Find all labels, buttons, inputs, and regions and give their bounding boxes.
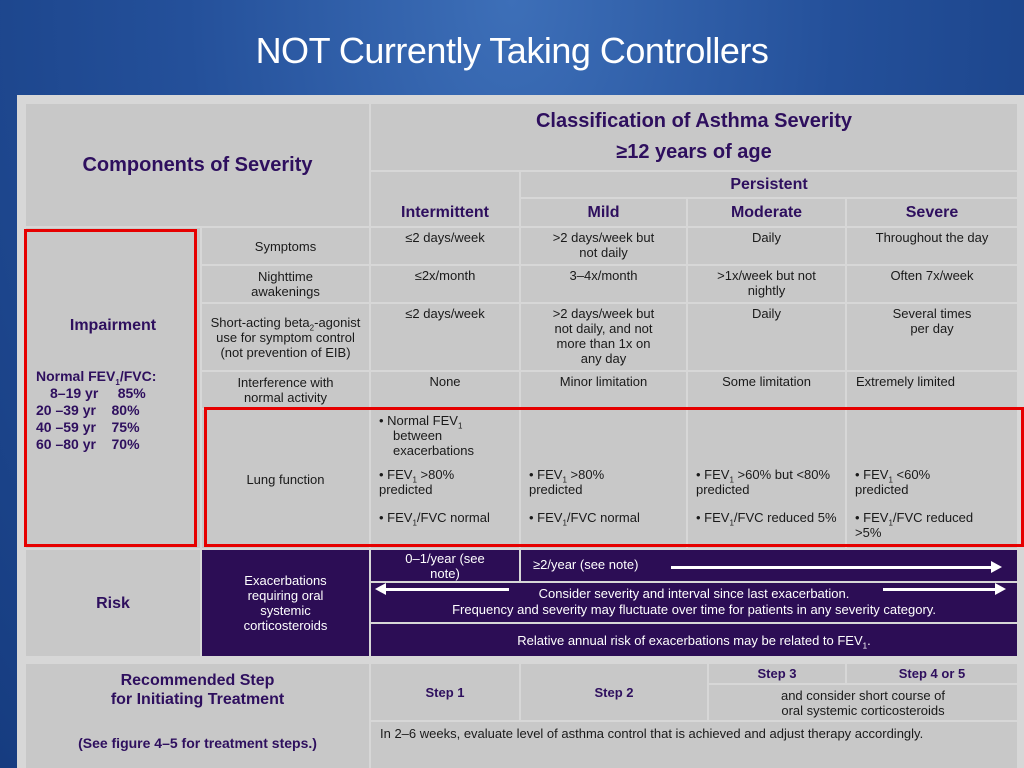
fev-label-suffix: /FVC: (119, 368, 157, 384)
bullet-mark: • (696, 467, 705, 482)
age-row: 20 –39 yr 80% (36, 402, 140, 418)
normal-fev-between: between exacerbations (393, 428, 474, 458)
int-ratio-bullet (379, 510, 519, 528)
sev-fev-bullet (855, 467, 965, 497)
saba-pre: Short-acting beta (210, 314, 310, 330)
severe-header: Severe (847, 199, 1017, 226)
symptoms-intermittent: ≤2 days/week (371, 228, 519, 264)
exacerbations-label: Exacerbations requiring oral systemic corticosteroids (202, 550, 369, 656)
symptoms-mild: >2 days/week but not daily (521, 228, 686, 264)
fev-sub: 1 (888, 475, 893, 485)
persistent-arrow-line (671, 566, 993, 569)
consider-line-2: Frequency and severity may fluctuate over time for patients in any severity category. (452, 602, 936, 617)
lung-moderate (688, 410, 845, 548)
int-fev-bullet (379, 467, 509, 497)
saba-severe: Several times per day (847, 304, 1017, 370)
saba-mild: >2 days/week but not daily, and not more than 1x on any day (521, 304, 686, 370)
fev-text: FEV (537, 467, 563, 482)
lung-mild (521, 410, 686, 548)
bullet-mark: • (379, 510, 388, 525)
fev-sub: 1 (888, 518, 893, 528)
age-range: ≥12 years of age (616, 141, 772, 163)
fev-label-sub: 1 (115, 377, 120, 387)
risk-label: Risk (26, 550, 200, 656)
nighttime-intermittent: ≤2x/month (371, 266, 519, 302)
nighttime-mild: 3–4x/month (521, 266, 686, 302)
fev-text: FEV (704, 510, 730, 525)
saba-label (202, 304, 369, 370)
mild-ratio-bullet (529, 510, 679, 528)
impairment-label: Impairment (69, 317, 157, 334)
fev-text: FEV (704, 467, 730, 482)
normal-fev-ranges (36, 368, 200, 453)
mild-fev-value: >80% predicted (529, 467, 605, 497)
bullet-mark: • (379, 467, 388, 482)
persistent-header: Persistent (521, 172, 1017, 197)
relative-sub: 1 (862, 641, 868, 651)
interference-moderate: Some limitation (688, 372, 845, 408)
interference-intermittent: None (371, 372, 519, 408)
fev-text: FEV (537, 510, 563, 525)
moderate-header: Moderate (688, 199, 845, 226)
classification-header (371, 104, 1017, 170)
sev-ratio-value: /FVC reduced >5% (855, 510, 974, 540)
mild-ratio-value: /FVC normal (566, 510, 640, 525)
int-ratio-value: /FVC normal (416, 510, 490, 525)
lung-severe (847, 410, 1017, 548)
mod-fev-bullet (696, 467, 831, 497)
risk-relative (371, 624, 1017, 656)
relative-post: . (867, 632, 871, 648)
mod-ratio-bullet (696, 510, 841, 528)
consider-arrow-left-line (385, 588, 509, 591)
impairment-cell (26, 228, 200, 548)
step-2: Step 2 (521, 664, 707, 720)
normal-fev-label (36, 368, 200, 385)
saba-label-text (206, 315, 365, 360)
risk-persistent-text: ≥2/year (see note) (533, 557, 639, 572)
nighttime-label: Nighttime awakenings (202, 266, 369, 302)
consider-arrow-right-icon (995, 583, 1006, 595)
evaluate-control: In 2–6 weeks, evaluate level of asthma control that is achieved and adjust therapy accordingly. (371, 722, 1017, 768)
fev-text: FEV (387, 510, 413, 525)
normal-fev-sub: 1 (457, 421, 463, 431)
treatment-label (26, 671, 369, 709)
risk-persistent (521, 550, 1017, 581)
sev-fev-value: <60% predicted (855, 467, 931, 497)
lung-function-label: Lung function (202, 410, 369, 548)
age-row: 8–19 yr 85% (50, 385, 146, 401)
classification-title: Classification of Asthma Severity (535, 110, 853, 132)
fev-text: FEV (863, 467, 889, 482)
treatment-label-line-1: Recommended Step (120, 672, 275, 689)
fev-sub: 1 (562, 518, 567, 528)
severity-table (17, 95, 1024, 768)
fev-label-text: Normal FEV (36, 368, 116, 384)
relative-pre: Relative annual risk of exacerbations may be related to FEV (517, 632, 863, 648)
see-figure-note: (See figure 4–5 for treatment steps.) (78, 735, 317, 751)
risk-consider (371, 583, 1017, 622)
fev-sub: 1 (729, 518, 734, 528)
nighttime-severe: Often 7x/week (847, 266, 1017, 302)
fev-sub: 1 (412, 475, 417, 485)
treatment-label-line-2: for Initiating Treatment (110, 691, 285, 708)
consider-line-1: Consider severity and interval since last exacerbation. (538, 586, 850, 601)
step-1: Step 1 (371, 664, 519, 720)
persistent-arrow-head-icon (991, 561, 1002, 573)
consider-arrow-right-line (883, 588, 997, 591)
int-fev-value: >80% predicted (379, 467, 455, 497)
mild-header: Mild (521, 199, 686, 226)
normal-fev-text: • Normal FEV (379, 413, 458, 428)
treatment-label-cell (26, 664, 369, 768)
nighttime-moderate: >1x/week but not nightly (688, 266, 845, 302)
components-header: Components of Severity (26, 104, 369, 226)
saba-post: -agonist use for symptom control (not prevention of EIB) (216, 314, 361, 360)
interference-mild: Minor limitation (521, 372, 686, 408)
fev-text: FEV (863, 510, 889, 525)
fev-sub: 1 (562, 475, 567, 485)
age-row: 40 –59 yr 75% (36, 419, 140, 435)
saba-sub: 2 (309, 323, 315, 333)
mod-ratio-value: /FVC reduced 5% (733, 510, 837, 525)
symptoms-moderate: Daily (688, 228, 845, 264)
fev-sub: 1 (412, 518, 417, 528)
intermittent-header: Intermittent (371, 172, 519, 226)
bullet-mark: • (855, 467, 864, 482)
consider-course: and consider short course of oral systemic corticosteroids (709, 685, 1017, 720)
step-3: Step 3 (709, 664, 845, 683)
slide-title: NOT Currently Taking Controllers (255, 30, 769, 71)
relative-text (517, 632, 871, 651)
sev-ratio-bullet (855, 510, 980, 540)
saba-intermittent: ≤2 days/week (371, 304, 519, 370)
mild-fev-bullet (529, 467, 634, 497)
bullet-mark: • (696, 510, 705, 525)
step-4-or-5: Step 4 or 5 (847, 664, 1017, 683)
symptoms-severe: Throughout the day (847, 228, 1017, 264)
symptoms-label: Symptoms (202, 228, 369, 264)
mod-fev-value: >60% but <80% predicted (696, 467, 831, 497)
interference-severe: Extremely limited (847, 372, 1017, 408)
fev-text: FEV (387, 467, 413, 482)
fev-sub: 1 (729, 475, 734, 485)
risk-intermittent: 0–1/year (see note) (371, 550, 519, 581)
saba-moderate: Daily (688, 304, 845, 370)
interference-label: Interference with normal activity (202, 372, 369, 408)
bullet-mark: • (855, 510, 864, 525)
bullet-mark: • (529, 467, 538, 482)
bullet-mark: • (529, 510, 538, 525)
normal-fev1-bullet (379, 413, 509, 458)
age-row: 60 –80 yr 70% (36, 436, 140, 452)
lung-intermittent (371, 410, 519, 548)
